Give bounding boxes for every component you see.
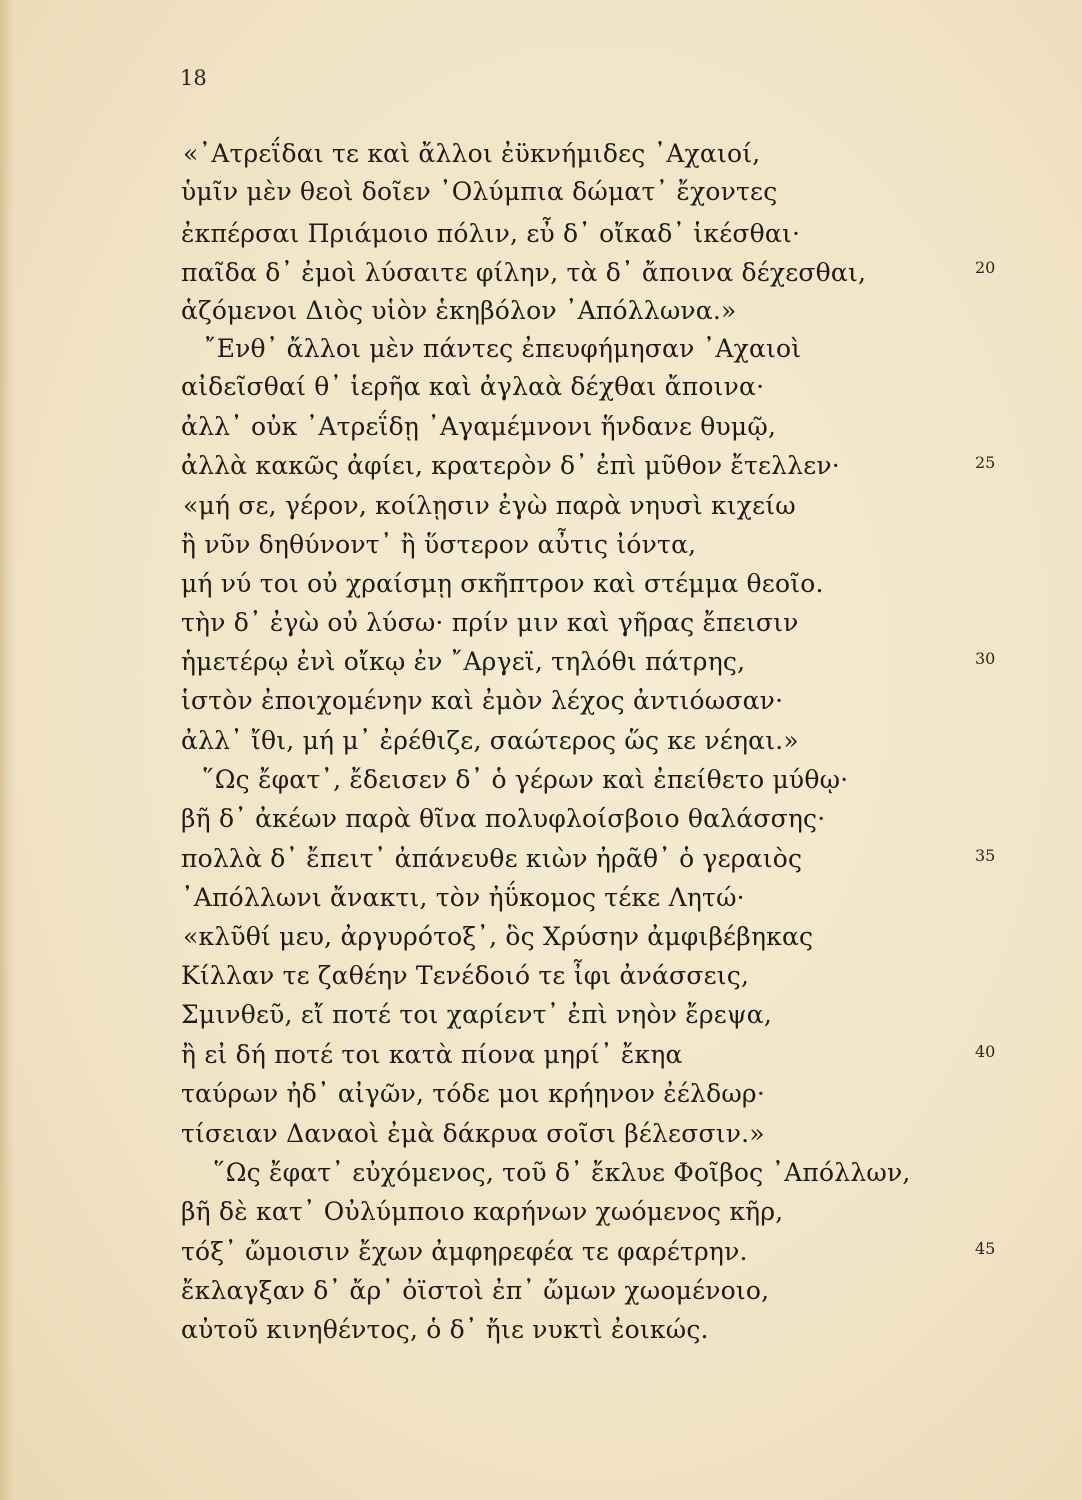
verse-line: ἔκλαγξαν δ᾽ ἄρ᾽ ὀϊστοὶ ἐπ᾽ ὤμων χωομένοιο, (181, 1276, 770, 1305)
verse-line: ῎Ενθ᾽ ἄλλοι μὲν πάντες ἐπευφήμησαν ᾽Αχαιοὶ (204, 334, 802, 363)
verse-line: τὴν δ᾽ ἐγὼ οὐ λύσω· πρίν μιν καὶ γῆρας ἔπεισιν (181, 608, 799, 637)
verse-line: ἀλλ᾽ ἴθι, μή μ᾽ ἐρέθιζε, σαώτερος ὥς κε νέηαι.» (181, 726, 799, 755)
line-number: 35 (975, 846, 996, 865)
verse-line: ῞Ως ἔφατ᾽, ἔδεισεν δ᾽ ὁ γέρων καὶ ἐπείθετο μύθῳ· (202, 765, 849, 794)
verse-line: βῆ δὲ κατ᾽ Οὐλύμποιο καρήνων χωόμενος κῆρ, (181, 1197, 784, 1226)
verse-line: παῖδα δ᾽ ἐμοὶ λύσαιτε φίλην, τὰ δ᾽ ἄποινα δέχεσθαι, (181, 258, 867, 287)
verse-line: ῞Ως ἔφατ᾽ εὐχόμενος, τοῦ δ᾽ ἔκλυε Φοῖβος ᾽Απόλλων, (213, 1158, 911, 1187)
verse-line: αἰδεῖσθαί θ᾽ ἱερῆα καὶ ἀγλαὰ δέχθαι ἄποινα· (181, 372, 765, 401)
verse-line: ἱστὸν ἐποιχομένην καὶ ἐμὸν λέχος ἀντιόωσαν· (181, 686, 784, 715)
line-number: 40 (975, 1042, 996, 1061)
verse-line: βῆ δ᾽ ἀκέων παρὰ θῖνα πολυφλοίσβοιο θαλάσσης· (181, 804, 826, 833)
verse-line: ὑμῖν μὲν θεοὶ δοῖεν ᾽Ολύμπια δώματ᾽ ἔχοντες (181, 177, 778, 206)
verse-line: «᾽Ατρεΐδαι τε καὶ ἄλλοι ἐϋκνήμιδες ᾽Αχαιοί, (183, 139, 761, 168)
verse-line: ἡμετέρῳ ἐνὶ οἴκῳ ἐν ῎Αργεϊ, τηλόθι πάτρης, (181, 647, 746, 676)
verse-line: ἀλλ᾽ οὐκ ᾽Ατρεΐδῃ ᾽Αγαμέμνονι ἥνδανε θυμῷ, (181, 412, 777, 441)
verse-line: μή νύ τοι οὐ χραίσμῃ σκῆπτρον καὶ στέμμα θεοῖο. (181, 569, 824, 598)
verse-line: «κλῦθί μευ, ἀργυρότοξ᾽, ὃς Χρύσην ἀμφιβέβηκας (183, 922, 814, 951)
verse-line: ἀλλὰ κακῶς ἀφίει, κρατερὸν δ᾽ ἐπὶ μῦθον ἔτελλεν· (181, 451, 840, 480)
verse-line: αὐτοῦ κινηθέντος, ὁ δ᾽ ἤιε νυκτὶ ἐοικώς. (181, 1315, 709, 1344)
verse-line: ταύρων ἠδ᾽ αἰγῶν, τόδε μοι κρήηνον ἐέλδωρ· (181, 1079, 765, 1108)
page-edge-shadow (0, 0, 14, 1500)
line-number: 20 (975, 258, 996, 277)
verse-line: Σμινθεῦ, εἴ ποτέ τοι χαρίεντ᾽ ἐπὶ νηὸν ἔρεψα, (181, 1000, 772, 1029)
verse-line: ᾽Απόλλωνι ἄνακτι, τὸν ἠΰκομος τέκε Λητώ· (181, 883, 745, 912)
verse-line: τίσειαν Δαναοὶ ἐμὰ δάκρυα σοῖσι βέλεσσιν.» (181, 1119, 765, 1148)
line-number: 25 (975, 453, 996, 472)
verse-line: Κίλλαν τε ζαθέην Τενέδοιό τε ἶφι ἀνάσσεις, (181, 961, 750, 990)
verse-line: ἢ εἰ δή ποτέ τοι κατὰ πίονα μηρί᾽ ἔκηα (181, 1040, 683, 1069)
verse-line: ἢ νῦν δηθύνοντ᾽ ἢ ὕστερον αὖτις ἰόντα, (181, 530, 697, 559)
page-number: 18 (180, 66, 207, 90)
verse-line: τόξ᾽ ὤμοισιν ἔχων ἀμφηρεφέα τε φαρέτρην. (181, 1237, 748, 1266)
verse-line: ἐκπέρσαι Πριάμοιο πόλιν, εὖ δ᾽ οἴκαδ᾽ ἱκέσθαι· (181, 219, 801, 248)
line-number: 45 (975, 1239, 996, 1258)
line-number: 30 (975, 649, 996, 668)
verse-line: πολλὰ δ᾽ ἔπειτ᾽ ἀπάνευθε κιὼν ἠρᾶθ᾽ ὁ γεραιὸς (181, 844, 803, 873)
verse-line: «μή σε, γέρον, κοίλῃσιν ἐγὼ παρὰ νηυσὶ κιχείω (183, 491, 796, 520)
verse-line: ἁζόμενοι Διὸς υἱὸν ἑκηβόλον ᾽Απόλλωνα.» (181, 296, 737, 325)
